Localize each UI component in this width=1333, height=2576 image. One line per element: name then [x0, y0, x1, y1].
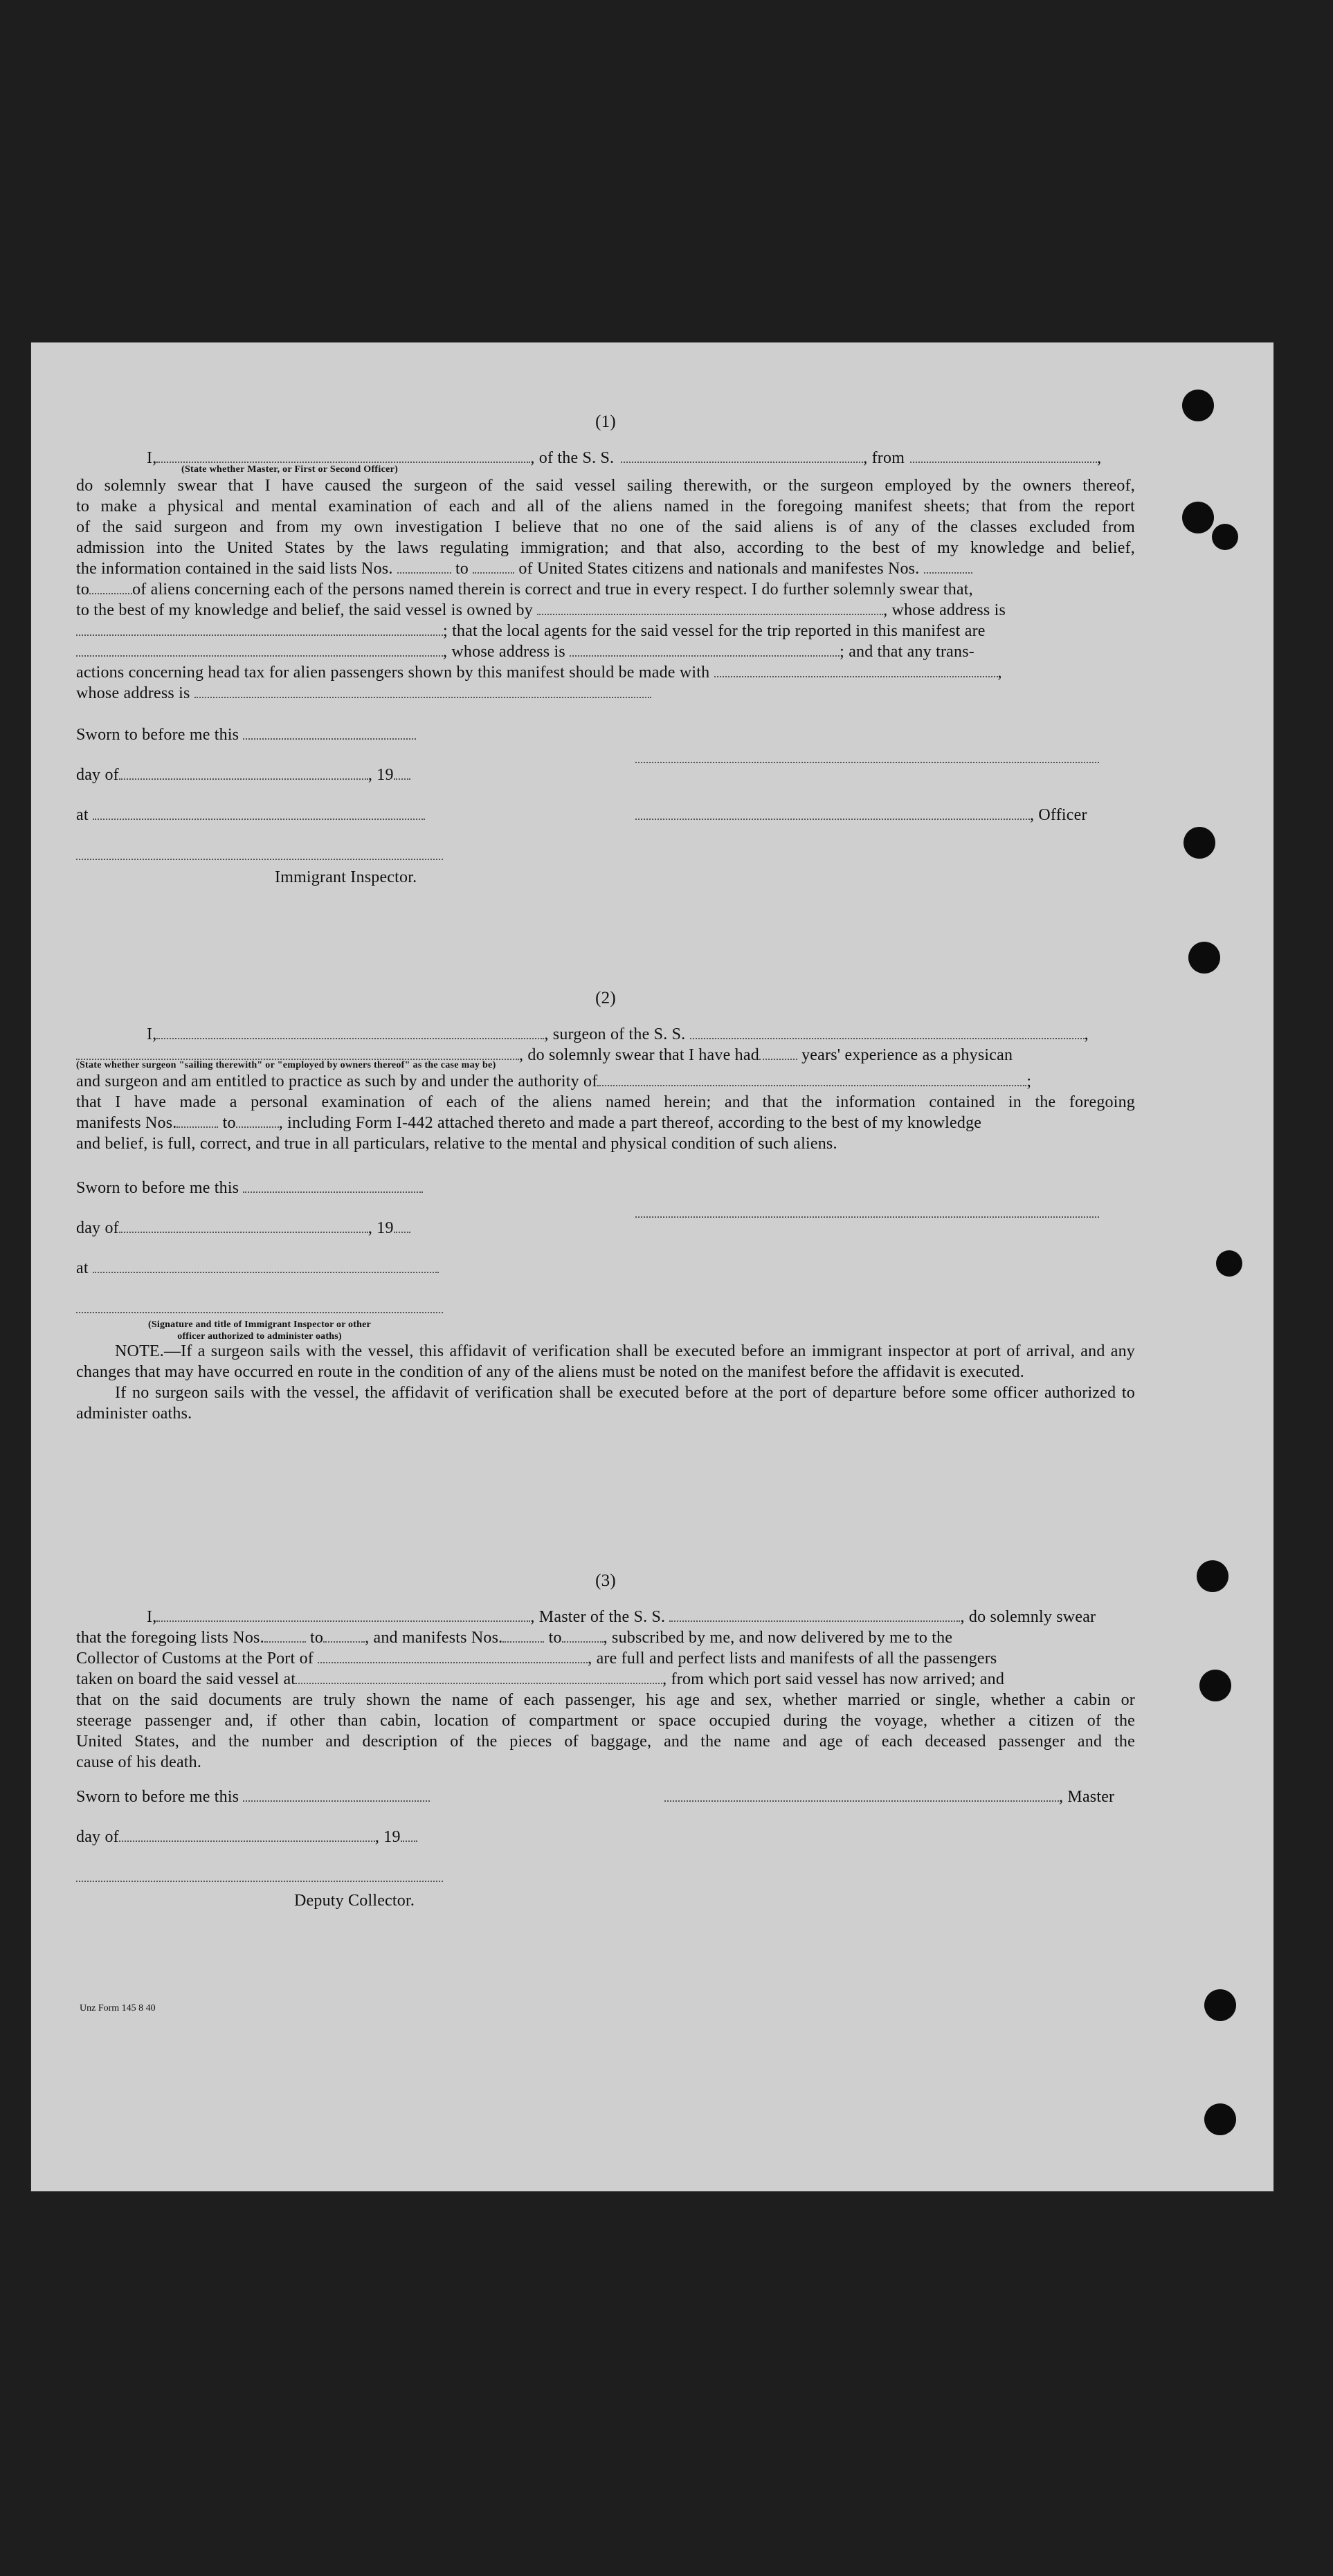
blank-officer-rank[interactable] [156, 450, 530, 463]
section-1-aliens-line: to of aliens concerning each of the persons named therein is correct and true in every respect. I do further solemnly swear that, [76, 581, 973, 599]
blank-vessel-name[interactable] [621, 450, 863, 463]
blank-s3-manifest-to[interactable] [562, 1630, 604, 1643]
punch-hole-10 [1204, 2103, 1236, 2135]
section-2-signature-block [76, 1298, 1135, 1341]
form-number: Unz Form 145 8 40 [80, 2003, 156, 2013]
section-1-inspector-block [76, 845, 1135, 888]
blank-local-agents[interactable] [76, 644, 443, 657]
blank-manifest-to[interactable] [89, 582, 132, 594]
punch-hole-5 [1188, 942, 1220, 974]
blank-list-from[interactable] [397, 561, 451, 574]
section-1-sworn-row: Sworn to before me this [76, 724, 1135, 765]
section-3-sworn-row: Sworn to before me this , Master [76, 1788, 1115, 1806]
section-1-number: (1) [595, 412, 616, 431]
punch-hole-4 [1184, 827, 1215, 859]
blank-authority[interactable] [597, 1074, 1026, 1086]
signature-line-officer[interactable] [635, 807, 1030, 820]
blank-surgeon-status[interactable] [76, 1048, 519, 1060]
section-3-body-3: United States, and the number and description of the pieces of baggage, and the name and age of each deceased passenger and the [76, 1733, 1135, 1751]
blank-s3-list-to[interactable] [323, 1630, 365, 1643]
section-1-body-4: admission into the United States by the laws regulating immigration; and that also, according to the best of my knowledge and belief, [76, 539, 1135, 557]
signature-line-surgeon[interactable] [635, 1205, 1099, 1218]
section-1-agents-address-line: , whose address is ; and that any trans- [76, 641, 1135, 662]
punch-hole-3 [1212, 524, 1238, 550]
punch-hole-6 [1216, 1250, 1242, 1277]
section-2-number: (2) [595, 989, 616, 1007]
affidavit-section-1 [76, 412, 1135, 888]
blank-departure-port[interactable] [910, 450, 1097, 463]
section-1-owner-line: to the best of my knowledge and belief, the said vessel is owned by , whose address is [76, 601, 1006, 619]
section-2-hint: (State whether surgeon "sailing therewith" or "employed by owners thereof" as the case may be) [76, 1060, 496, 1070]
signature-line-master[interactable] [664, 1789, 1059, 1802]
blank-owner-address[interactable] [76, 623, 443, 636]
section-3-lists-line: that the foregoing lists Nos. to , and manifests Nos. to , subscribed by me, and now delivered by me to the [76, 1629, 953, 1647]
section-2-opening-line: I, , surgeon of the S. S. , [147, 1025, 1089, 1043]
section-1-contact-address-line: whose address is [76, 683, 1135, 704]
blank-s2-manifest-to[interactable] [236, 1115, 279, 1128]
affidavit-section-3 [76, 1571, 1135, 1915]
section-2-day-row: day of , 19 [76, 1218, 1135, 1258]
blank-years-experience[interactable] [759, 1048, 797, 1060]
punch-hole-2 [1182, 502, 1214, 533]
section-3-body-2: steerage passenger and, if other than cabin, location of compartment or space occupied during the voyage, whether a citizen of the [76, 1712, 1135, 1730]
signature-line-officer-name[interactable] [635, 751, 1099, 763]
section-3-body-1: that on the said documents are truly shown the name of each passenger, his age and sex, whether married or single, whether a cabin or [76, 1691, 1135, 1709]
section-1-at-row: at , Officer [76, 806, 1087, 824]
section-2-experience-line: , do solemnly swear that I have had years' experience as a physican [76, 1045, 1135, 1066]
section-3-boarding-line: taken on board the said vessel at , from which port said vessel has now arrived; and [76, 1670, 1005, 1688]
punch-hole-8 [1199, 1670, 1231, 1701]
punch-hole-9 [1204, 1989, 1236, 2021]
section-1-hint: (State whether Master, or First or Second Officer) [181, 464, 399, 475]
section-2-sworn-row: Sworn to before me this [76, 1178, 1135, 1218]
section-2-authority-line: and surgeon and am entitled to practice as such by and under the authority of ; [76, 1072, 1032, 1090]
affidavit-section-2 [76, 988, 1135, 1424]
signature-line-administering-officer[interactable] [76, 1301, 443, 1313]
blank-place-2[interactable] [93, 1261, 439, 1273]
form-page [31, 342, 1273, 2191]
section-1-opening-line: I, , of the S. S. , from , [147, 449, 1102, 467]
section-1-body-3: of the said surgeon and from my own investigation I believe that no one of the said aliens is of any of the classes excluded from [76, 518, 1135, 536]
blank-year-3[interactable] [401, 1829, 417, 1842]
blank-boarding-port[interactable] [296, 1672, 662, 1684]
blank-agents-address[interactable] [570, 644, 840, 657]
section-3-port-line: Collector of Customs at the Port of , are full and perfect lists and manifests of all the passengers [76, 1650, 997, 1668]
blank-day-month-2[interactable] [119, 1221, 368, 1233]
section-1-agents-line: ; that the local agents for the said vessel for the trip reported in this manifest are [76, 621, 1135, 641]
punch-hole-7 [1197, 1560, 1228, 1592]
blank-place-1[interactable] [93, 807, 425, 820]
blank-port-of-entry[interactable] [318, 1651, 588, 1663]
blank-s3-manifest-from[interactable] [502, 1630, 544, 1643]
section-3-day-row: day of , 19 [76, 1827, 1135, 1867]
blank-s3-list-from[interactable] [264, 1630, 306, 1643]
section-2-manifests-line: manifests Nos. to , including Form I-442 attached thereto and made a part thereof, according to the best of my knowledge [76, 1114, 982, 1132]
blank-sworn-date-2[interactable] [243, 1180, 423, 1193]
blank-day-month-3[interactable] [119, 1829, 375, 1842]
blank-year-2[interactable] [394, 1221, 410, 1233]
section-3-collector-block [76, 1867, 1135, 1915]
blank-surgeon-vessel[interactable] [690, 1027, 1085, 1039]
immigrant-inspector-caption: Immigrant Inspector. [275, 868, 417, 886]
signature-line-inspector[interactable] [76, 848, 443, 860]
blank-sworn-date-1[interactable] [243, 727, 416, 740]
blank-list-to[interactable] [473, 561, 514, 574]
section-1-day-row: day of , 19 [76, 765, 1135, 805]
section-3-body-4: cause of his death. [76, 1753, 202, 1771]
blank-master-name[interactable] [156, 1609, 530, 1622]
blank-surgeon-name[interactable] [156, 1027, 544, 1039]
deputy-collector-caption: Deputy Collector. [294, 1892, 415, 1910]
note-surgeon-sails: NOTE.—If a surgeon sails with the vessel, this affidavit of verification shall be executed before an immigrant inspector at port of arrival, and any changes that may have occurred en route in the condition of any of the aliens must be noted on the manifest before the affidavit is executed. [76, 1342, 1135, 1381]
section-3-number: (3) [595, 1571, 616, 1590]
punch-hole-1 [1182, 390, 1214, 421]
blank-s2-manifest-from[interactable] [176, 1115, 218, 1128]
note-no-surgeon: If no surgeon sails with the vessel, the affidavit of verification shall be executed before at the port of departure before some officer authorized to administer oaths. [76, 1384, 1135, 1423]
section-2-body-1: that I have made a personal examination of each of the aliens named herein; and that the information contained in the foregoing [76, 1093, 1135, 1111]
section-1-body-2: to make a physical and mental examination of each and all of the aliens named in the foregoing manifest sheets; that from the report [76, 497, 1135, 515]
section-1-lists-line: the information contained in the said lists Nos. to of United States citizens and nationals and manifestes Nos. [76, 558, 1135, 579]
section-1-body-1: do solemnly swear that I have caused the surgeon of the said vessel sailing therewith, or the surgeon employed by the owners thereof, [76, 477, 1135, 495]
blank-manifest-from[interactable] [924, 561, 972, 574]
signature-caption: (Signature and title of Immigrant Inspector or other officer authorized to administer oaths) [148, 1319, 371, 1342]
blank-head-tax-contact[interactable] [714, 665, 998, 677]
section-1-headtax-line: actions concerning head tax for alien passengers shown by this manifest should be made with , [76, 664, 1002, 682]
blank-year-1[interactable] [394, 767, 410, 780]
blank-vessel-owner[interactable] [537, 603, 883, 615]
section-2-body-2: and belief, is full, correct, and true in all particulars, relative to the mental and physical condition of such aliens. [76, 1135, 837, 1153]
section-2-at-row: at [76, 1258, 1135, 1298]
signature-line-collector[interactable] [76, 1870, 443, 1882]
blank-day-month-1[interactable] [119, 767, 368, 780]
section-3-opening-line: I, , Master of the S. S. , do solemnly swear [147, 1608, 1096, 1626]
blank-s3-vessel[interactable] [669, 1609, 960, 1622]
blank-contact-address[interactable] [194, 686, 651, 698]
blank-sworn-date-3[interactable] [243, 1789, 430, 1802]
